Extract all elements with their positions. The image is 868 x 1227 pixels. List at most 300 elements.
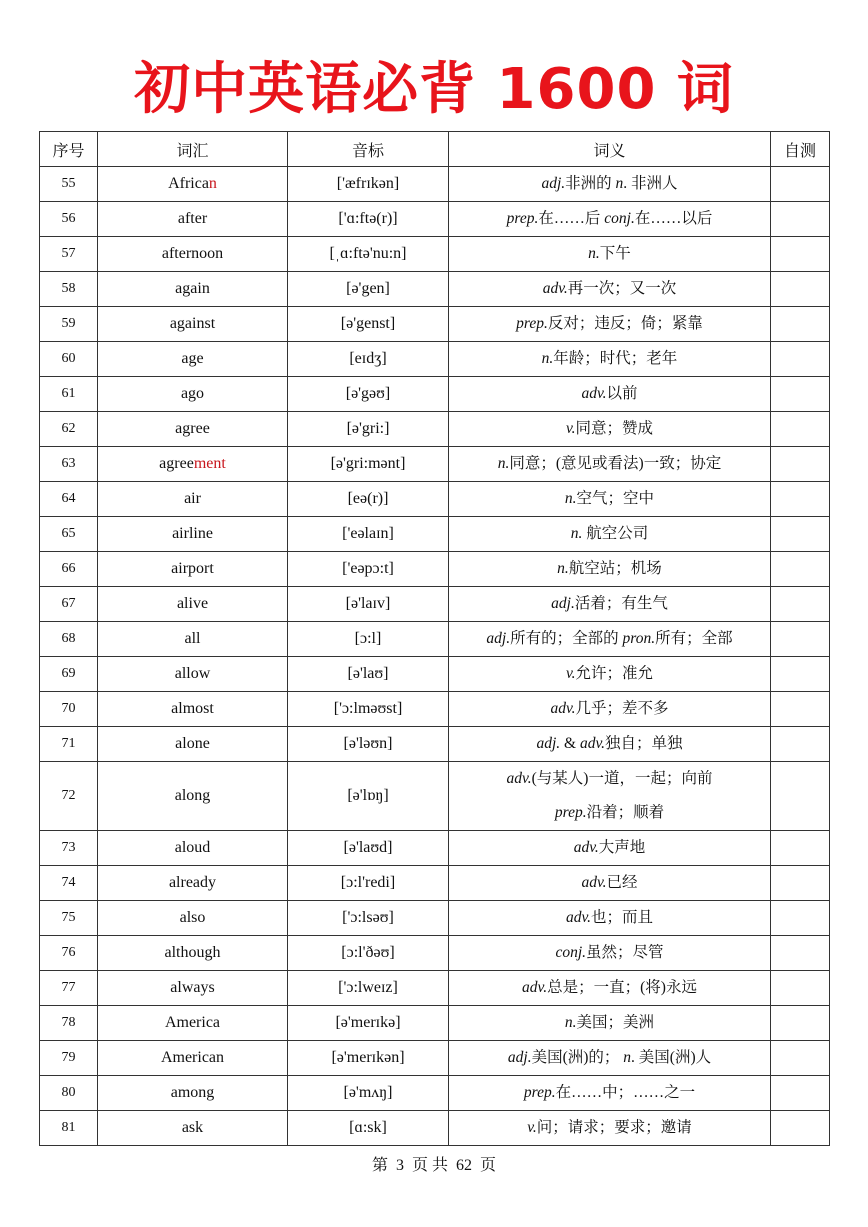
meaning-line: [453, 727, 766, 761]
row-number: 59: [40, 307, 98, 342]
meaning-text: 大声地: [598, 839, 646, 856]
table-row: [40, 412, 830, 447]
part-of-speech: adj.: [507, 1049, 532, 1066]
row-word: [98, 202, 288, 237]
table-row: [40, 552, 830, 587]
word-text: almost: [171, 700, 214, 717]
row-meaning: [449, 727, 771, 762]
part-of-speech: adj.: [551, 595, 575, 612]
part-of-speech: adv.: [565, 909, 592, 926]
row-number: 78: [40, 1006, 98, 1041]
meaning-line: [453, 831, 766, 865]
row-phonetic: [ə'ləʊn]: [288, 727, 449, 762]
part-of-speech: adv.: [542, 280, 568, 297]
header-self-test: 自测: [771, 132, 830, 167]
row-meaning: [449, 901, 771, 936]
word-text: American: [160, 1049, 225, 1066]
word-text: air: [184, 490, 201, 507]
row-word: [98, 1111, 288, 1146]
row-word: [98, 901, 288, 936]
row-meaning: [449, 1076, 771, 1111]
row-word: [98, 307, 288, 342]
row-phonetic: [ə'merɪkən]: [288, 1041, 449, 1076]
self-test-cell[interactable]: [771, 901, 830, 936]
row-word: [98, 692, 288, 727]
meaning-text: 非洲的: [565, 175, 616, 192]
part-of-speech: v.: [527, 1119, 537, 1136]
part-of-speech: adj.: [541, 175, 566, 192]
row-meaning: [449, 866, 771, 901]
part-of-speech: n.: [588, 245, 600, 262]
word-text: ago: [180, 385, 205, 402]
table-row: [40, 1041, 830, 1076]
meaning-text: 再一次；又一次: [567, 280, 677, 297]
row-number: 68: [40, 622, 98, 657]
row-phonetic: ['eəpɔ:t]: [288, 552, 449, 587]
row-word: [98, 412, 288, 447]
part-of-speech: n.: [564, 1014, 577, 1031]
table-row: [40, 202, 830, 237]
page-footer: [0, 1152, 868, 1175]
word-text: ask: [181, 1119, 204, 1136]
row-meaning: [449, 237, 771, 272]
row-number: 75: [40, 901, 98, 936]
row-meaning: [449, 1111, 771, 1146]
table-row: [40, 482, 830, 517]
self-test-cell[interactable]: [771, 866, 830, 901]
meaning-text: 同意；(意见或看法)一致；协定: [509, 455, 722, 472]
footer-mid: 页 共: [411, 1157, 448, 1174]
meaning-text: 美国(洲)的；: [531, 1049, 624, 1066]
self-test-cell[interactable]: [771, 587, 830, 622]
row-word: [98, 272, 288, 307]
row-number: 67: [40, 587, 98, 622]
self-test-cell[interactable]: [771, 1111, 830, 1146]
self-test-cell[interactable]: [771, 272, 830, 307]
table-row: [40, 866, 830, 901]
row-word: [98, 447, 288, 482]
table-row: [40, 936, 830, 971]
row-meaning: [449, 762, 771, 831]
meaning-line: [453, 796, 766, 830]
self-test-cell[interactable]: [771, 202, 830, 237]
part-of-speech: adj.: [536, 735, 561, 752]
row-meaning: [449, 517, 771, 552]
word-text: among: [170, 1084, 215, 1101]
meaning-line: [453, 412, 766, 446]
row-phonetic: [ə'laɪv]: [288, 587, 449, 622]
row-word: [98, 1041, 288, 1076]
row-phonetic: [ɔ:l'redi]: [288, 866, 449, 901]
row-meaning: [449, 552, 771, 587]
word-text: America: [164, 1014, 221, 1031]
part-of-speech: n.: [570, 525, 583, 542]
self-test-cell[interactable]: [771, 552, 830, 587]
row-meaning: [449, 307, 771, 342]
self-test-cell[interactable]: [771, 692, 830, 727]
row-meaning: [449, 482, 771, 517]
row-meaning: [449, 587, 771, 622]
row-word: [98, 517, 288, 552]
row-number: 58: [40, 272, 98, 307]
header-phonetic: 音标: [288, 132, 449, 167]
row-word: [98, 657, 288, 692]
self-test-cell[interactable]: [771, 762, 830, 831]
part-of-speech: n: [615, 175, 624, 192]
row-meaning: [449, 377, 771, 412]
part-of-speech: prep.: [516, 315, 548, 332]
table-row: [40, 447, 830, 482]
row-phonetic: ['ɑ:ftə(r)]: [288, 202, 449, 237]
row-word: [98, 482, 288, 517]
part-of-speech: pron.: [622, 630, 656, 647]
row-number: 62: [40, 412, 98, 447]
part-of-speech: n.: [497, 455, 510, 472]
meaning-text: 问；请求；要求；邀请: [536, 1119, 692, 1136]
self-test-cell[interactable]: [771, 1076, 830, 1111]
word-text: agree: [159, 455, 194, 472]
meaning-line: [453, 1076, 766, 1110]
meaning-line: [453, 517, 766, 551]
row-number: 63: [40, 447, 98, 482]
row-number: 60: [40, 342, 98, 377]
part-of-speech: n: [623, 1049, 632, 1066]
table-row: [40, 167, 830, 202]
vocab-table: [39, 131, 830, 1146]
word-text: afternoon: [161, 245, 224, 262]
row-phonetic: ['eəlaɪn]: [288, 517, 449, 552]
part-of-speech: adv.: [579, 735, 606, 752]
word-highlight: n: [208, 175, 217, 192]
row-phonetic: [ə'genst]: [288, 307, 449, 342]
meaning-line: [453, 237, 766, 271]
row-word: [98, 342, 288, 377]
row-meaning: [449, 412, 771, 447]
row-word: [98, 587, 288, 622]
row-phonetic: [ə'laʊ]: [288, 657, 449, 692]
self-test-cell[interactable]: [771, 622, 830, 657]
self-test-cell[interactable]: [771, 936, 830, 971]
table-row: [40, 762, 830, 831]
meaning-line: [453, 307, 766, 341]
meaning-line: [453, 202, 766, 236]
meaning-text: 沿着；顺着: [586, 804, 665, 821]
table-row: [40, 517, 830, 552]
meaning-line: [453, 447, 766, 481]
word-text: allow: [174, 665, 211, 682]
header-meaning: 词义: [449, 132, 771, 167]
meaning-line: [453, 167, 766, 201]
word-text: all: [184, 630, 201, 647]
page-title: 初中英语必背 1600 词: [134, 57, 734, 122]
row-word: [98, 552, 288, 587]
row-phonetic: [ɑ:sk]: [288, 1111, 449, 1146]
row-meaning: [449, 971, 771, 1006]
row-phonetic: [ˌɑ:ftə'nu:n]: [288, 237, 449, 272]
word-text: airline: [172, 525, 213, 542]
meaning-text: 在……后: [538, 210, 605, 227]
self-test-cell[interactable]: [771, 517, 830, 552]
row-number: 56: [40, 202, 98, 237]
row-word: [98, 377, 288, 412]
row-meaning: [449, 936, 771, 971]
meaning-line: [453, 936, 766, 970]
meaning-text: 总是；一直；(将)永远: [547, 979, 697, 996]
meaning-line: [453, 901, 766, 935]
self-test-cell[interactable]: [771, 727, 830, 762]
part-of-speech: n.: [564, 490, 577, 507]
meaning-text: 在……以后: [634, 210, 713, 227]
table-row: [40, 237, 830, 272]
word-text: already: [168, 874, 217, 891]
part-of-speech: adv.: [581, 874, 607, 891]
row-word: [98, 831, 288, 866]
part-of-speech: adv.: [522, 979, 548, 996]
row-phonetic: [eɪdʒ]: [288, 342, 449, 377]
part-of-speech: prep.: [554, 804, 587, 821]
part-of-speech: conj.: [604, 210, 635, 227]
meaning-text: 以前: [606, 385, 638, 402]
self-test-cell[interactable]: [771, 971, 830, 1006]
self-test-cell[interactable]: [771, 167, 830, 202]
word-text: along: [174, 787, 211, 804]
row-phonetic: ['ɔ:lməʊst]: [288, 692, 449, 727]
meaning-text: 空气；空中: [576, 490, 655, 507]
row-meaning: [449, 272, 771, 307]
meaning-line: [453, 342, 766, 376]
part-of-speech: conj.: [555, 944, 587, 961]
meaning-text: 同意；赞成: [575, 420, 654, 437]
part-of-speech: n.: [541, 350, 554, 367]
row-number: 73: [40, 831, 98, 866]
table-row: [40, 971, 830, 1006]
self-test-cell[interactable]: [771, 237, 830, 272]
row-number: 79: [40, 1041, 98, 1076]
meaning-text: 已经: [606, 874, 638, 891]
row-word: [98, 1006, 288, 1041]
part-of-speech: v.: [565, 420, 576, 437]
part-of-speech: adv.: [581, 385, 607, 402]
row-number: 72: [40, 762, 98, 831]
row-number: 70: [40, 692, 98, 727]
row-number: 80: [40, 1076, 98, 1111]
row-meaning: [449, 167, 771, 202]
word-text: alone: [175, 735, 210, 752]
part-of-speech: prep.: [506, 210, 539, 227]
table-row: [40, 831, 830, 866]
table-row: [40, 307, 830, 342]
self-test-cell[interactable]: [771, 831, 830, 866]
row-number: 61: [40, 377, 98, 412]
table-row: [40, 342, 830, 377]
row-phonetic: [ə'gəʊ]: [288, 377, 449, 412]
table-row: [40, 272, 830, 307]
row-word: [98, 1076, 288, 1111]
row-meaning: [449, 622, 771, 657]
meaning-text: 航空站；机场: [568, 560, 662, 577]
word-text: aloud: [174, 839, 211, 856]
row-phonetic: [ə'laʊd]: [288, 831, 449, 866]
row-meaning: [449, 447, 771, 482]
part-of-speech: v.: [565, 665, 576, 682]
row-meaning: [449, 342, 771, 377]
part-of-speech: prep.: [523, 1084, 556, 1101]
self-test-cell[interactable]: [771, 1041, 830, 1076]
row-word: [98, 936, 288, 971]
row-number: 71: [40, 727, 98, 762]
word-text: although: [164, 944, 221, 961]
meaning-line: [453, 622, 766, 656]
meaning-text: 下午: [599, 245, 631, 262]
row-phonetic: [ə'gri:mənt]: [288, 447, 449, 482]
meaning-line: [453, 866, 766, 900]
meaning-line: [453, 971, 766, 1005]
footer-total-pages: 62: [456, 1157, 472, 1174]
row-number: 57: [40, 237, 98, 272]
self-test-cell[interactable]: [771, 657, 830, 692]
table-row: [40, 727, 830, 762]
row-word: [98, 727, 288, 762]
row-number: 81: [40, 1111, 98, 1146]
table-row: [40, 622, 830, 657]
vocab-table-body: [40, 167, 830, 1146]
meaning-text: 年龄；时代；老年: [553, 350, 678, 367]
meaning-text: . 美国(洲)人: [631, 1049, 712, 1066]
word-text: alive: [176, 595, 209, 612]
row-phonetic: [ə'gen]: [288, 272, 449, 307]
row-number: 55: [40, 167, 98, 202]
table-row: [40, 587, 830, 622]
word-text: again: [175, 280, 210, 297]
row-phonetic: [ə'gri:]: [288, 412, 449, 447]
meaning-text: 独自；单独: [605, 735, 683, 752]
row-phonetic: [ɔ:l]: [288, 622, 449, 657]
row-word: [98, 167, 288, 202]
part-of-speech: adv.: [573, 839, 599, 856]
row-meaning: [449, 1041, 771, 1076]
header-number: 序号: [40, 132, 98, 167]
meaning-text: 允许；准允: [575, 665, 654, 682]
meaning-text: 反对；违反；倚；紧靠: [547, 315, 703, 332]
self-test-cell[interactable]: [771, 377, 830, 412]
meaning-line: [453, 1006, 766, 1040]
meaning-text: &: [560, 735, 580, 752]
meaning-line: [453, 482, 766, 516]
meaning-text: 几乎；差不多: [575, 700, 669, 717]
meaning-line: [453, 587, 766, 621]
table-row: [40, 1111, 830, 1146]
row-phonetic: [ə'merɪkə]: [288, 1006, 449, 1041]
word-text: against: [169, 315, 216, 332]
self-test-cell[interactable]: [771, 482, 830, 517]
word-text: always: [170, 979, 215, 996]
row-phonetic: [ə'lɒŋ]: [288, 762, 449, 831]
row-phonetic: ['ɔ:lweɪz]: [288, 971, 449, 1006]
row-number: 77: [40, 971, 98, 1006]
row-number: 69: [40, 657, 98, 692]
part-of-speech: adv.: [506, 770, 532, 787]
table-row: [40, 901, 830, 936]
word-text: age: [181, 350, 204, 367]
meaning-text: (与某人)一道，一起；向前: [531, 770, 713, 787]
row-meaning: [449, 831, 771, 866]
row-meaning: [449, 1006, 771, 1041]
footer-suffix: 页: [480, 1157, 497, 1174]
meaning-line: [453, 762, 766, 796]
footer-prefix: 第: [371, 1157, 388, 1174]
table-row: [40, 657, 830, 692]
word-text: after: [177, 210, 208, 227]
self-test-cell[interactable]: [771, 342, 830, 377]
row-meaning: [449, 202, 771, 237]
header-word: 词汇: [98, 132, 288, 167]
meaning-text: 也；而且: [591, 909, 654, 926]
row-number: 65: [40, 517, 98, 552]
meaning-line: [453, 1041, 766, 1075]
row-meaning: [449, 692, 771, 727]
part-of-speech: adv.: [550, 700, 576, 717]
meaning-text: 活着；有生气: [574, 595, 668, 612]
row-word: [98, 866, 288, 901]
meaning-line: [453, 377, 766, 411]
row-number: 74: [40, 866, 98, 901]
meaning-text: 美国；美洲: [576, 1014, 655, 1031]
meaning-text: 虽然；尽管: [586, 944, 664, 961]
self-test-cell[interactable]: [771, 412, 830, 447]
row-word: [98, 971, 288, 1006]
meaning-text: . 非洲人: [623, 175, 678, 192]
word-text: also: [179, 909, 206, 926]
word-text: agree: [175, 420, 210, 437]
self-test-cell[interactable]: [771, 307, 830, 342]
table-row: [40, 1076, 830, 1111]
row-number: 64: [40, 482, 98, 517]
table-row: [40, 1006, 830, 1041]
table-row: [40, 692, 830, 727]
row-word: [98, 622, 288, 657]
meaning-line: [453, 552, 766, 586]
part-of-speech: n.: [557, 560, 569, 577]
word-text: Africa: [168, 175, 209, 192]
row-word: [98, 762, 288, 831]
word-text: airport: [171, 560, 214, 577]
meaning-text: 在……中；……之一: [555, 1084, 696, 1101]
word-highlight: ment: [193, 455, 226, 472]
row-meaning: [449, 657, 771, 692]
self-test-cell[interactable]: [771, 447, 830, 482]
table-row: [40, 377, 830, 412]
meaning-text: 所有；全部: [655, 630, 733, 647]
footer-page-number: 3: [395, 1157, 404, 1174]
row-phonetic: ['ɔ:lsəʊ]: [288, 901, 449, 936]
row-phonetic: ['æfrɪkən]: [288, 167, 449, 202]
table-header-row: [40, 132, 830, 167]
meaning-line: [453, 692, 766, 726]
self-test-cell[interactable]: [771, 1006, 830, 1041]
meaning-text: 所有的；全部的: [510, 630, 623, 647]
meaning-line: [453, 657, 766, 691]
meaning-line: [453, 1111, 766, 1145]
meaning-line: [453, 272, 766, 306]
row-phonetic: [eə(r)]: [288, 482, 449, 517]
part-of-speech: adj.: [486, 630, 511, 647]
row-number: 76: [40, 936, 98, 971]
row-phonetic: [ɔ:l'ðəʊ]: [288, 936, 449, 971]
meaning-text: 航空公司: [582, 525, 649, 542]
row-number: 66: [40, 552, 98, 587]
row-phonetic: [ə'mʌŋ]: [288, 1076, 449, 1111]
row-word: [98, 237, 288, 272]
